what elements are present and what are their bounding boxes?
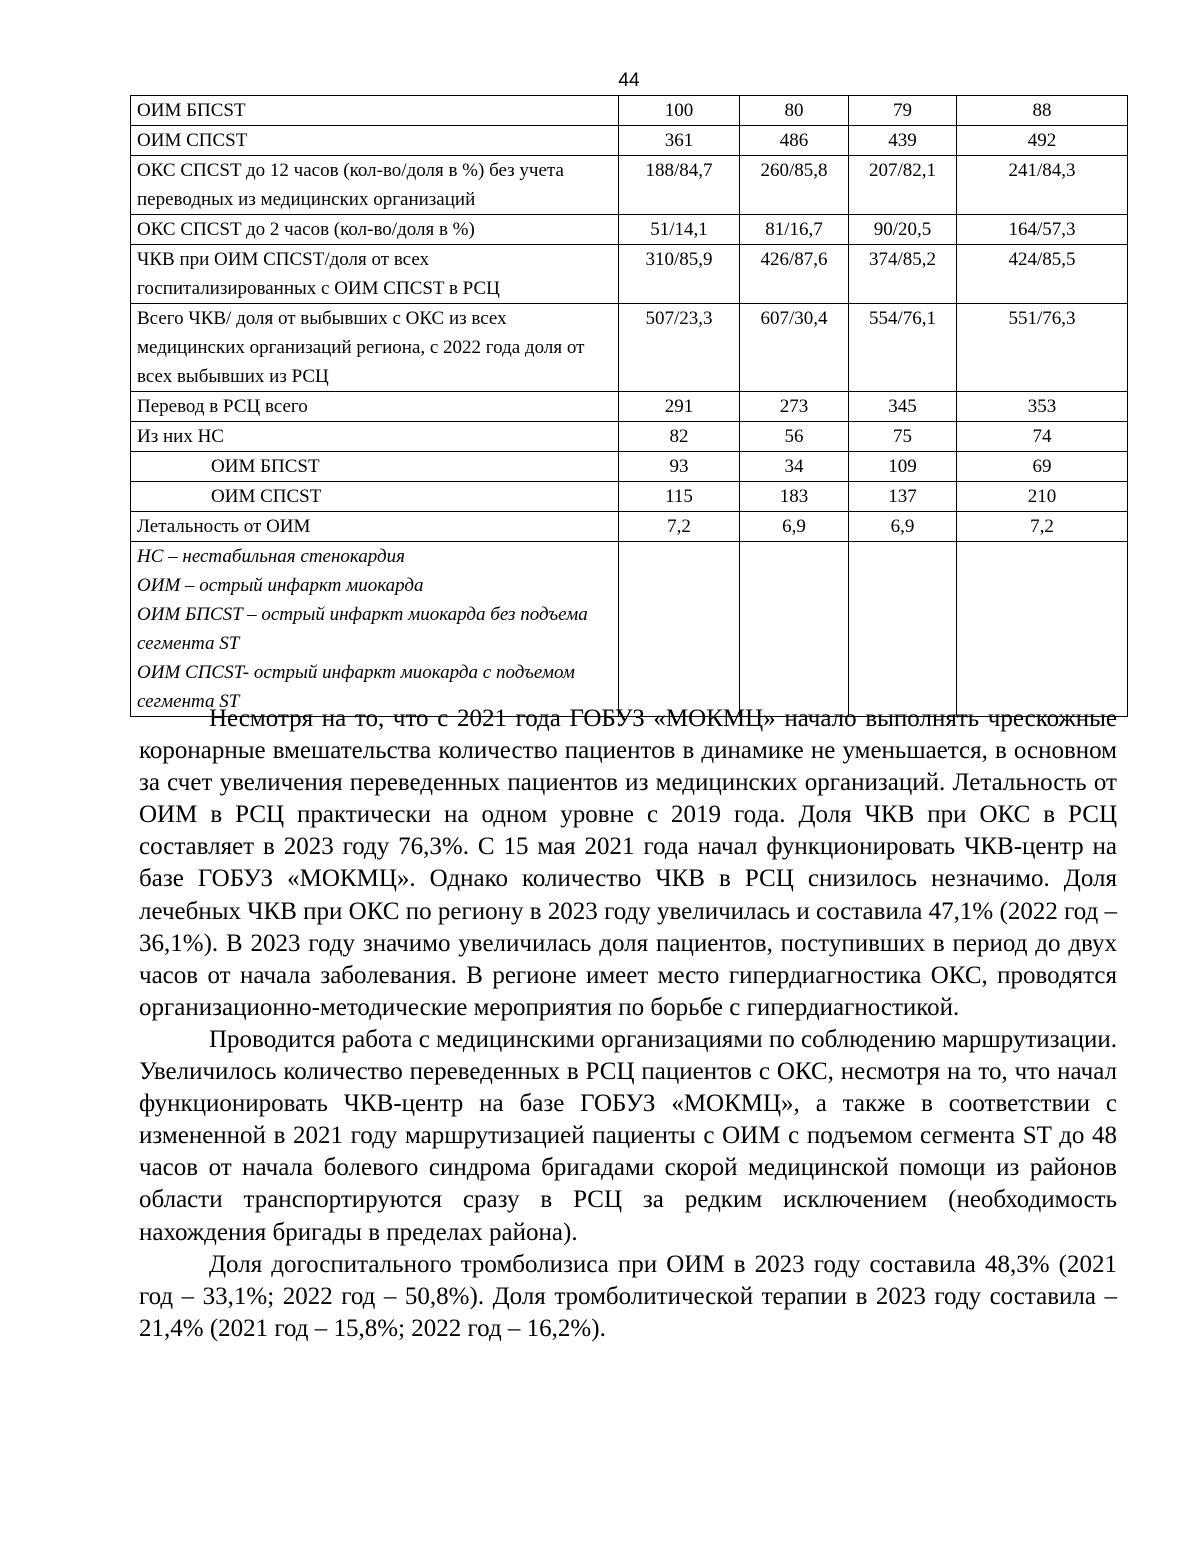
cell-value: 424/85,5	[957, 245, 1128, 304]
cell-value: 75	[849, 422, 957, 452]
cell-value: 81/16,7	[740, 215, 849, 245]
row-label: ОИМ СПСST	[131, 126, 619, 156]
cell-value: 207/82,1	[849, 156, 957, 215]
table-row	[131, 452, 1128, 482]
cell-value: 34	[740, 452, 849, 482]
cell-value: 353	[957, 392, 1128, 422]
legend-item: НС – нестабильная стенокардия	[137, 546, 406, 567]
cell-value: 260/85,8	[740, 156, 849, 215]
table-row	[131, 422, 1128, 452]
legend-item: ОИМ БПСST – острый инфаркт миокарда без подъема сегмента ST	[137, 604, 588, 654]
cell-value: 93	[619, 452, 740, 482]
paragraph: Проводится работа с медицинскими организациями по соблюдению маршрутизации. Увеличилось количество переведенных в РСЦ пациентов с ОКС, несмотря на то, что начал функционировать ЧКВ-центр на базе ГОБУЗ «МОКМЦ», а также в соответствии с измененной в 2021 году маршрутизацией пациенты с ОИМ с подъемом сегмента ST до 48 часов от начала болевого синдрома бригадами скорой медицинской помощи из районов области транспортируются сразу в РСЦ за редким исключением (необходимость нахождения бригады в пределах района).	[139, 1025, 1117, 1246]
statistics-table	[130, 95, 1128, 717]
abbreviation-legend	[131, 542, 619, 717]
cell-value: 241/84,3	[957, 156, 1128, 215]
cell-value: 56	[740, 422, 849, 452]
row-label: Летальность от ОИМ	[131, 512, 619, 542]
cell-value: 507/23,3	[619, 304, 740, 392]
table-row	[131, 304, 1128, 392]
cell-value: 7,2	[957, 512, 1128, 542]
cell-value: 439	[849, 126, 957, 156]
row-label: Из них НС	[131, 422, 619, 452]
cell-value: 492	[957, 126, 1128, 156]
body-text	[139, 703, 1117, 1345]
cell-value: 291	[619, 392, 740, 422]
table-row	[131, 96, 1128, 126]
table-row	[131, 215, 1128, 245]
row-label: ОКС СПСST до 12 часов (кол-во/доля в %) без учета переводных из медицинских организаций	[131, 156, 619, 215]
cell-value: 426/87,6	[740, 245, 849, 304]
table-row	[131, 482, 1128, 512]
table-body	[131, 96, 1128, 717]
cell-value: 109	[849, 452, 957, 482]
row-label: ОКС СПСST до 2 часов (кол-во/доля в %)	[131, 215, 619, 245]
legend-item: ОИМ – острый инфаркт миокарда	[137, 575, 424, 596]
cell-value: 79	[849, 96, 957, 126]
cell-value: 554/76,1	[849, 304, 957, 392]
cell-value: 310/85,9	[619, 245, 740, 304]
cell-value: 69	[957, 452, 1128, 482]
cell-value: 82	[619, 422, 740, 452]
cell-value: 551/76,3	[957, 304, 1128, 392]
cell-value: 51/14,1	[619, 215, 740, 245]
cell-value: 361	[619, 126, 740, 156]
cell-value: 100	[619, 96, 740, 126]
cell-value: 210	[957, 482, 1128, 512]
empty-cell	[849, 542, 957, 717]
cell-value: 80	[740, 96, 849, 126]
table-row	[131, 512, 1128, 542]
row-label: ОИМ БПСST	[131, 452, 619, 482]
row-label: Всего ЧКВ/ доля от выбывших с ОКС из всех медицинских организаций региона, с 2022 года доля от всех выбывших из РСЦ	[131, 304, 619, 392]
cell-value: 183	[740, 482, 849, 512]
cell-value: 137	[849, 482, 957, 512]
cell-value: 7,2	[619, 512, 740, 542]
cell-value: 6,9	[740, 512, 849, 542]
row-label: ОИМ СПСST	[131, 482, 619, 512]
table-row	[131, 392, 1128, 422]
legend-item: ОИМ СПСST- острый инфаркт миокарда с подъемом сегмента ST	[137, 662, 575, 712]
empty-cell	[957, 542, 1128, 717]
row-label: ЧКВ при ОИМ СПСST/доля от всех госпитализированных с ОИМ СПСST в РСЦ	[131, 245, 619, 304]
cell-value: 188/84,7	[619, 156, 740, 215]
table-row	[131, 245, 1128, 304]
cell-value: 115	[619, 482, 740, 512]
row-label: Перевод в РСЦ всего	[131, 392, 619, 422]
cell-value: 90/20,5	[849, 215, 957, 245]
cell-value: 164/57,3	[957, 215, 1128, 245]
cell-value: 374/85,2	[849, 245, 957, 304]
cell-value: 273	[740, 392, 849, 422]
cell-value: 345	[849, 392, 957, 422]
page-number: 44	[618, 70, 640, 91]
cell-value: 607/30,4	[740, 304, 849, 392]
paragraph: Несмотря на то, что с 2021 года ГОБУЗ «МОКМЦ» начало выполнять чрескожные коронарные вмешательства количество пациентов в динамике не уменьшается, в основном за счет увеличения переведенных пациентов из медицинских организаций. Летальность от ОИМ в РСЦ практически на одном уровне с 2019 года. Доля ЧКВ при ОКС в РСЦ составляет в 2023 году 76,3%. С 15 мая 2021 года начал функционировать ЧКВ-центр на базе ГОБУЗ «МОКМЦ». Однако количество ЧКВ в РСЦ снизилось незначимо. Доля лечебных ЧКВ при ОКС по региону в 2023 году увеличилась и составила 47,1% (2022 год – 36,1%). В 2023 году значимо увеличилась доля пациентов, поступивших в период до двух часов от начала заболевания. В регионе имеет место гипердиагностика ОКС, проводятся организационно-методические мероприятия по борьбе с гипердиагностикой.	[139, 705, 1117, 1021]
table-row	[131, 126, 1128, 156]
legend-row	[131, 542, 1128, 717]
table-row	[131, 156, 1128, 215]
paragraph: Доля догоспитального тромболизиса при ОИМ в 2023 году составила 48,3% (2021 год – 33,1%; 2022 год – 50,8%). Доля тромболитической терапии в 2023 году составила – 21,4% (2021 год – 15,8%; 2022 год – 16,2%).	[139, 1250, 1117, 1342]
cell-value: 74	[957, 422, 1128, 452]
empty-cell	[740, 542, 849, 717]
cell-value: 88	[957, 96, 1128, 126]
row-label: ОИМ БПСST	[131, 96, 619, 126]
cell-value: 486	[740, 126, 849, 156]
empty-cell	[619, 542, 740, 717]
cell-value: 6,9	[849, 512, 957, 542]
